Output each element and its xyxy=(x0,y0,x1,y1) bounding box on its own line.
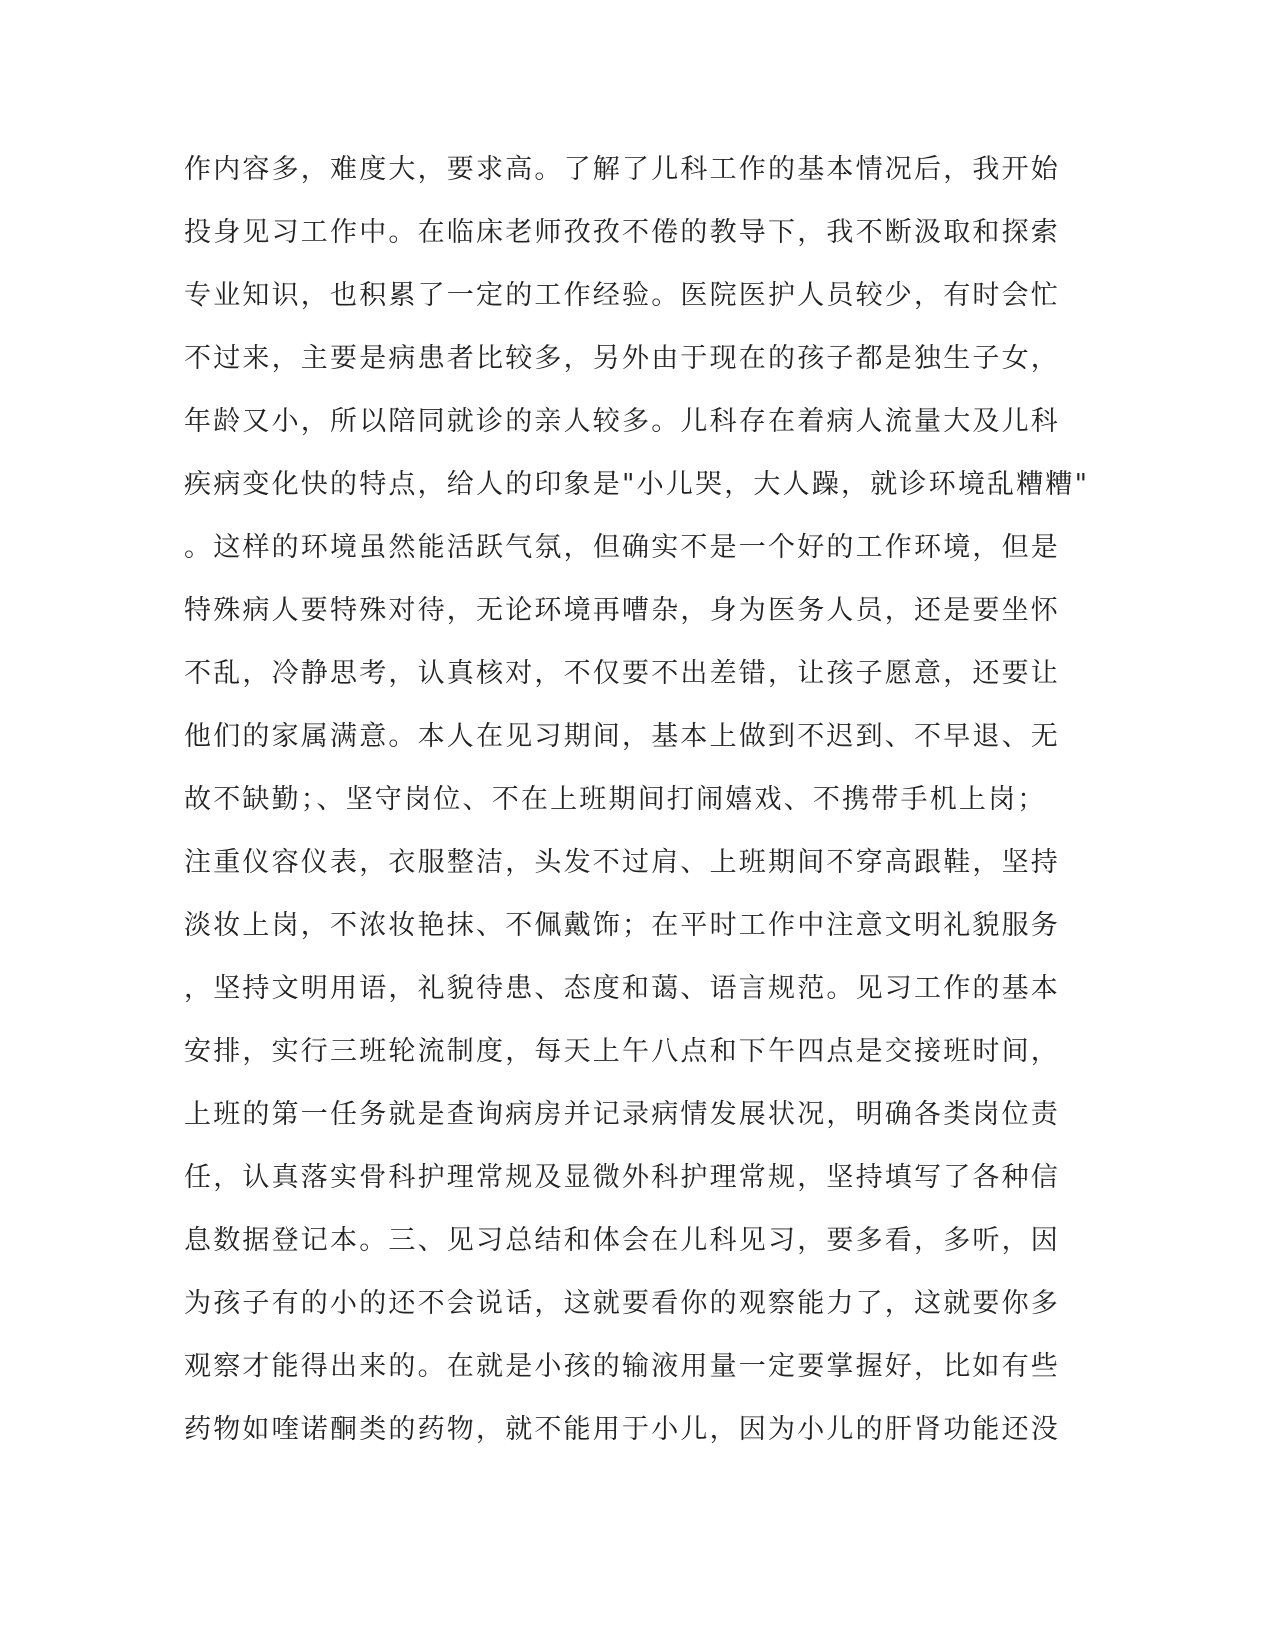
text-line: 作内容多，难度大，要求高。了解了儿科工作的基本情况后，我开始 xyxy=(184,154,1060,185)
text-line: 专业知识，也积累了一定的工作经验。医院医护人员较少，有时会忙 xyxy=(184,280,1060,311)
text-line: 故不缺勤；、坚守岗位、不在上班期间打闹嬉戏、不携带手机上岗； xyxy=(184,784,1047,815)
text-line: 年龄又小，所以陪同就诊的亲人较多。儿科存在着病人流量大及儿科 xyxy=(184,406,1060,437)
text-line: 不过来，主要是病患者比较多，另外由于现在的孩子都是独生子女， xyxy=(184,343,1060,374)
text-line: ，坚持文明用语，礼貌待患、态度和蔼、语言规范。见习工作的基本 xyxy=(184,973,1060,1004)
text-line: 息数据登记本。三、见习总结和体会在儿科见习，要多看，多听，因 xyxy=(184,1225,1060,1256)
text-line: 观察才能得出来的。在就是小孩的输液用量一定要掌握好，比如有些 xyxy=(184,1351,1060,1382)
text-line: 不乱，冷静思考，认真核对，不仅要不出差错，让孩子愿意，还要让 xyxy=(184,658,1060,689)
text-line: 注重仪容仪表，衣服整洁，头发不过肩、上班期间不穿高跟鞋，坚持 xyxy=(184,847,1060,878)
text-line: 。这样的环境虽然能活跃气氛，但确实不是一个好的工作环境，但是 xyxy=(184,532,1060,563)
text-line: 淡妆上岗，不浓妆艳抹、不佩戴饰；在平时工作中注意文明礼貌服务 xyxy=(184,910,1060,941)
text-line: 药物如喹诺酮类的药物，就不能用于小儿，因为小儿的肝肾功能还没 xyxy=(184,1414,1060,1445)
text-line: 投身见习工作中。在临床老师孜孜不倦的教导下，我不断汲取和探索 xyxy=(184,217,1060,248)
text-line: 安排，实行三班轮流制度，每天上午八点和下午四点是交接班时间， xyxy=(184,1036,1060,1067)
body-text xyxy=(184,138,1090,1461)
text-line: 他们的家属满意。本人在见习期间，基本上做到不迟到、不早退、无 xyxy=(184,721,1060,752)
text-line: 疾病变化快的特点，给人的印象是"小儿哭，大人躁，就诊环境乱糟糟" xyxy=(184,469,1090,500)
text-line: 为孩子有的小的还不会说话，这就要看你的观察能力了，这就要你多 xyxy=(184,1288,1060,1319)
text-line: 上班的第一任务就是查询病房并记录病情发展状况，明确各类岗位责 xyxy=(184,1099,1060,1130)
text-line: 任，认真落实骨科护理常规及显微外科护理常规，坚持填写了各种信 xyxy=(184,1162,1060,1193)
text-line: 特殊病人要特殊对待，无论环境再嘈杂，身为医务人员，还是要坐怀 xyxy=(184,595,1060,626)
